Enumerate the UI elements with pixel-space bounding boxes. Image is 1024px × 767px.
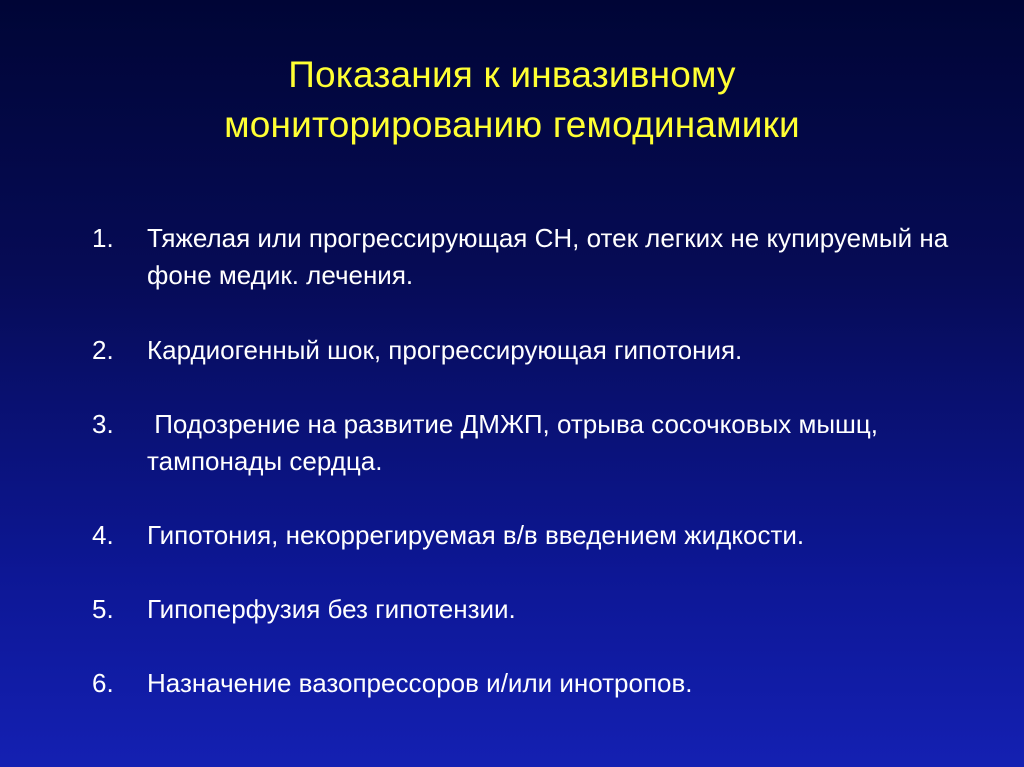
list-item	[92, 591, 972, 628]
list-item-text: Гипотония, некоррегируемая в/в введением жидкости.	[147, 520, 805, 550]
list-item	[92, 665, 972, 702]
list-item-number: 3.	[92, 409, 114, 439]
slide-title	[0, 50, 1024, 150]
list-item	[92, 220, 972, 294]
list-item-text: Кардиогенный шок, прогрессирующая гипотония.	[147, 335, 743, 365]
list-item-number: 2.	[92, 335, 114, 365]
list-item-number: 1.	[92, 223, 114, 253]
indications-list	[92, 220, 972, 702]
list-item	[92, 332, 972, 369]
list-item-text: Назначение вазопрессоров и/или инотропов.	[147, 668, 693, 698]
slide-title-line2: мониторированию гемодинамики	[224, 104, 800, 145]
list-item-number: 6.	[92, 668, 114, 698]
list-item-number: 4.	[92, 520, 114, 550]
list-item	[92, 406, 972, 480]
list-item	[92, 517, 972, 554]
list-item-number: 5.	[92, 594, 114, 624]
list-item-text: Гипоперфузия без гипотензии.	[147, 594, 516, 624]
list-item-text: Подозрение на развитие ДМЖП, отрыва сосочковых мышц, тампонады сердца.	[147, 409, 886, 476]
list-item-text: Тяжелая или прогрессирующая СН, отек легких не купируемый на фоне медик. лечения.	[147, 223, 949, 290]
slide-title-line1: Показания к инвазивному	[288, 54, 736, 95]
